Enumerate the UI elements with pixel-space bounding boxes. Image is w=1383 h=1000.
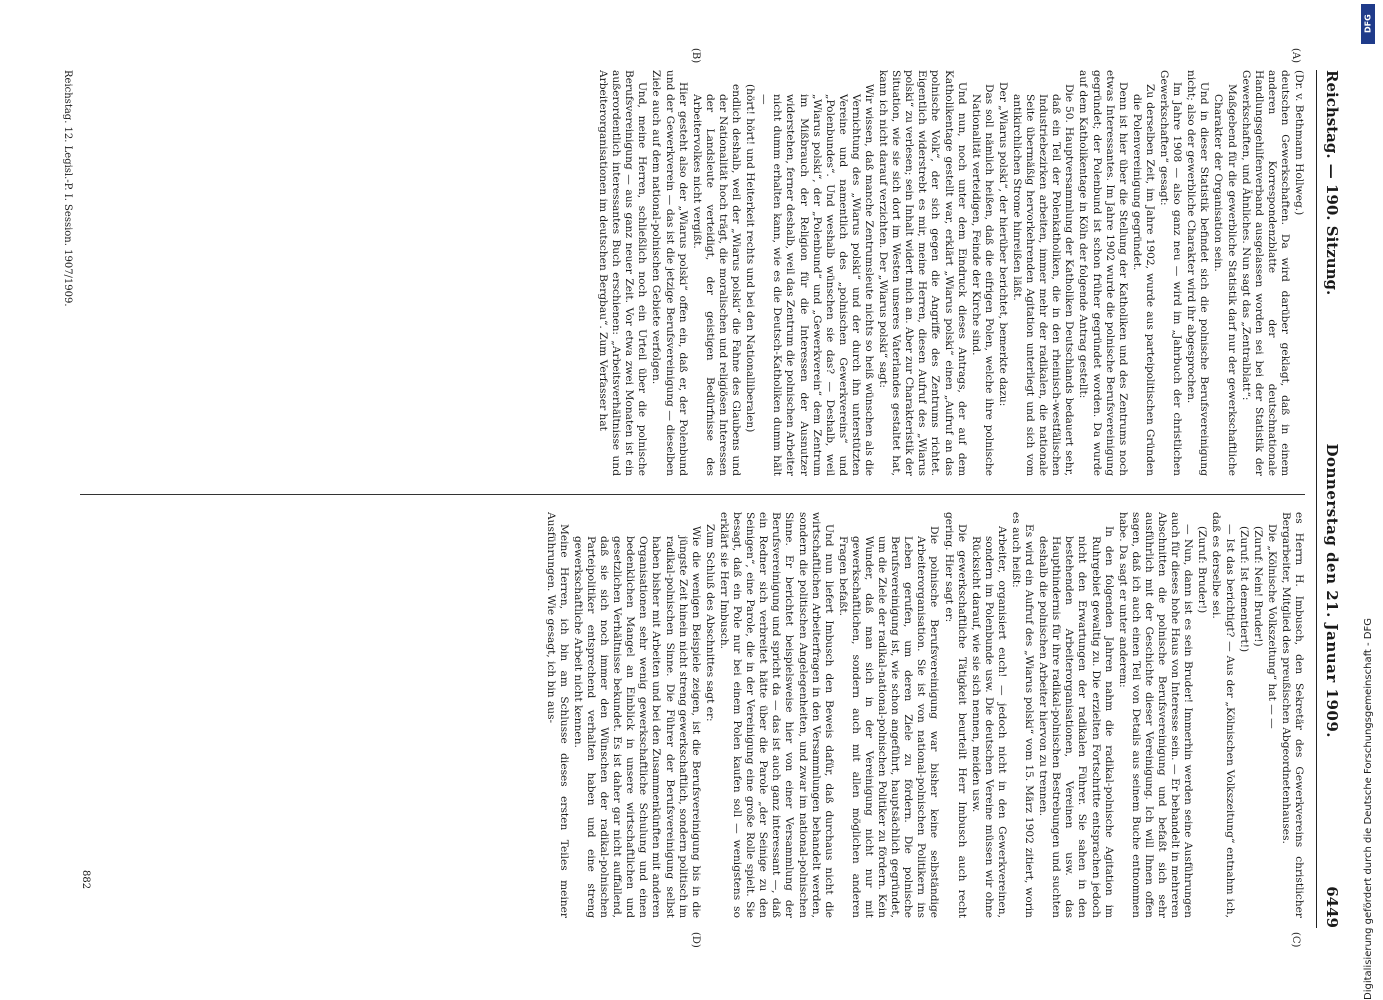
- paragraph: Es wird ein Aufruf des „Wiarus polski“ vom 15. März 1902 zitiert, worin es auch heißt:: [1010, 512, 1036, 918]
- quotation: Das soll nämlich heißen, daß die eifrigen Polen, welche ihre polnische Nationalität verteidigen, Feinde der Kirche sind.: [969, 84, 995, 476]
- dfg-attribution: [1359, 0, 1379, 1000]
- paragraph: Meine Herren, ich bin am Schlusse dieses ersten Teiles meiner Ausführungen. Wie gesagt, ich bin aus-: [544, 512, 570, 918]
- running-head-page-number: 6449: [1323, 886, 1341, 928]
- quotation: In den folgenden Jahren nahm die radikal-polnische Agitation im Ruhrgebiet gewaltig zu. Die erzielten Fortschritte entsprachen jedoch nicht den Erwartungen der radikalen Führer. Sie sahen in den bestehenden Arbeiterorganisationen, Vereinen usw. das Haupthindernis für ihre radikal-polnischen Bestrebungen und suchten deshalb die polnischen Arbeiter hiervon zu trennen.: [1037, 526, 1115, 918]
- quotation: Maßgebend für die gewerbliche Statistik darf nur der gewerkschaftliche Charakter der Organisation sein.: [1212, 84, 1238, 476]
- interjection: (Zuruf: Bruder!): [1196, 526, 1209, 614]
- quotation: Wir wissen, daß manche Zentrumsleute nichts so heiß wünschen als die Vernichtung des „Wiarus polski“ und der durch ihn unterstützten Vereine und namentlich des „polnischen Gewerkvereins“ und „Polenbundes“. Und weshalb wünschen sie das? — Deshalb, weil „Wiarus polski“, der „Polenbund“ und „Gewerkverein“ dem Zentrum im Mißbrauch der Religion für die Interessen der Ausnutzer widerstehen, ferner deshalb, weil das Zentrum die polnischen Arbeiter nicht dumm erhalten kann, wie es die Deutsch-Katholiken dumm hält —: [758, 84, 875, 476]
- right-column: [80, 512, 1305, 918]
- dfg-attribution-text: Digitalisierung gefördert durch die Deutsche Forschungsgemeinschaft - DFG: [1363, 617, 1374, 1000]
- paragraph: Die gewerkschaftliche Tätigkeit beurteilt Herr Imbusch auch recht gering. Hier sagt er:: [942, 512, 968, 918]
- paragraph: Die „Kölnische Volkszeitung“ hat — —: [1265, 524, 1278, 729]
- quotation: Zu derselben Zeit, im Jahre 1902, wurde aus parteipolitischen Gründen die Polenvereinigung gegründet.: [1130, 84, 1156, 476]
- column-divider: [80, 494, 1305, 495]
- speaker-note: (Dr. v. Bethmann Hollweg.): [1293, 70, 1305, 216]
- paragraph: — Ist das berichtigt? — Aus der „Kölnischen Volkszeitung“ entnahm ich, daß es derselbe sei.: [1210, 512, 1236, 918]
- session-footer: Reichstag. 12. Legisl.-P. I. Session. 1907/1909.: [62, 70, 73, 307]
- running-head-left: Reichstag. — 190. Sitzung.: [1323, 70, 1341, 296]
- interjection: (Zuruf: Nein! Bruder!): [1251, 526, 1264, 647]
- quotation: endlich deshalb, weil der „Wiarus polski“ die Fahne des Glaubens und der Nationalität hoch trägt, die moralischen und religiösen Interessen der Landsleute verteidigt, der geistigen Bedürfnisse des Arbeitervolkes nicht vergißt.: [690, 84, 743, 476]
- paragraph: Und nun liefert Imbusch den Beweis dafür, daß durchaus nicht die wirtschaftlichen Arbeiterfragen in den Versammlungen behandelt werden, sondern die politischen Angelegenheiten, und zwar im national-polnischen Sinne. Er berichtet beispielsweise hier von einer Versammlung der Berufsvereinigung und spricht da — das ist auch ganz interessant —, daß ein Redner sich verbreitet hätte über die Parole „der Seinige zu den Seinigen“, eine Parole, die in der Vereinigung eine große Rolle spielt. Sie besagt, daß ein Pole nur bei einem Polen kaufen soll — wenigstens so erklärt sie Herr Imbusch.: [717, 512, 835, 918]
- interjection: (hört! hört! und Heiterkeit rechts und bei den Nationalliberalen): [744, 84, 757, 433]
- document-page: [62, 48, 1341, 948]
- running-head-date: Donnerstag den 21. Januar 1909.: [1323, 443, 1341, 738]
- dfg-logo: DFG: [1361, 4, 1375, 44]
- paragraph: Und nun, noch unter dem Eindruck dieses Antrags, der auf dem Katholikentage gestellt war, erklärt „Wiarus polski“ einen „Aufruf an das polnische Volk“, der sich gegen die Angriffe des Zentrums richtet. Eigentlich widerstrebt es mir, meine Herren, diesen Aufruf des „Wiarus polski“ zu verlesen; sein Inhalt widert mich an. Aber zur Charakteristik der Situation, wie sie sich dort im Westen unseres Vaterlandes gestaltet hat, kann ich nicht darauf verzichten. Der „Wiarus polski“ sagt:: [877, 70, 968, 476]
- paragraph: Und in dieser Statistik befindet sich die polnische Berufsvereinigung nicht; also der gewerbliche Charakter wird ihr abgesprochen.: [1185, 70, 1211, 476]
- quotation: Arbeiter, organisiert euch! — jedoch nicht in den Gewerkvereinen, sondern im Polenbunde usw. Die deutschen Vereine müssen wir ohne Rücksicht darauf, wie sie sich nennen, meiden usw.: [969, 526, 1008, 918]
- margin-letter-c: (C): [1290, 932, 1301, 948]
- quotation: Die 50. Hauptversammlung der Katholiken Deutschlands bedauert sehr, daß ein Teil der Polenkatholiken, die in den rheinisch-westfälischen Industriebezirken arbeiten, immer mehr der radikalen, die nationale Seite übermäßig hervorkehrenden Agitation unterliegt und sich vom antikirchlichen Strome hinreißen läßt.: [1011, 84, 1076, 476]
- margin-letter-b: (B): [690, 48, 701, 64]
- paragraph: Denn ist hier über die Stellung der Katholiken und des Zentrums noch etwas Interessantes. Im Jahre 1902 wurde die polnische Berufsvereinigung gegründet; der Polenbund ist schon früher gegründet worden. Da wurde auf dem Katholikentage in Köln der folgende Antrag gestellt:: [1077, 70, 1129, 476]
- interjection: (Zuruf: Ist dementiert!): [1237, 526, 1250, 653]
- paragraph: — Nun, dann ist es sein Bruder! Immerhin werden seine Ausführungen auch für dieses hohe Haus von Interesse sein. — Er behandelt in mehreren Abschnitten die polnische Berufsvereinigung und befaßt sich sehr ausführlich mit der Geschichte dieser Vereinigung. Ich will Ihnen offen sagen, daß ich auch einen Teil von Details aus seinem Buche entnommen habe. Da sagt er unter anderem:: [1116, 512, 1195, 918]
- quotation: Die polnische Berufsvereinigung war bisher keine selbständige Arbeiterorganisation. Sie ist von national-polnischen Politikern ins Leben gerufen, um deren Ziele zu fördern. Die polnische Berufsvereinigung ist, wie schon angeführt, hauptsächlich gegründet, um die Ziele der radikal-national-polnischen Politiker zu fördern. Kein Wunder, daß man sich in der Vereinigung nicht nur mit gewerkschaftlichen, sondern auch mit allen möglichen anderen Fragen befaßt.: [836, 526, 941, 918]
- margin-letter-d: (D): [690, 932, 701, 948]
- paragraph: es Herrn H. Imbusch, den Sekretär des Gewerkvereins christlicher Bergarbeiter, Mitglied des preußischen Abgeordnetenhauses.: [1279, 512, 1305, 918]
- running-head: [1316, 70, 1341, 928]
- margin-letter-a: (A): [1290, 48, 1301, 64]
- paragraph: deutschen Gewerkschaften. Da wird darüber geklagt, daß in einem anderen Korrespondenzblatte der deutschnationale Handlungsgehilfenverband ausgelassen worden sei bei der Statistik der Gewerkschaften, und Ähnliches. Nun sagt das „Zentralblatt“:: [1239, 70, 1291, 476]
- left-column: [80, 70, 1305, 476]
- paragraph: Und, meine Herren, schließlich noch ein Urteil über die polnische Berufsvereinigung — aus ganz neuer Zeit. Vor etwa zwei Monaten ist ein außerordentlich interessantes Buch erschienen: „Arbeitsverhältnisse und Arbeiterorganisationen im deutschen Bergbau“. Zum Verfasser hat: [597, 70, 649, 476]
- paragraph: Zum Schluß des Abschnittes sagt er:: [703, 524, 716, 722]
- paragraph: Hier gesteht also der „Wiarus polski“ offen ein, daß er, der Polenbund und der Gewerkverein — das ist die jetzige Berufsvereinigung — dieselben Ziele auch auf dem national-polnischen Gebiete verfolgen.: [650, 70, 689, 476]
- signature-number: 882: [80, 870, 91, 890]
- paragraph: Im Jahre 1908 — also ganz neu — wird im „Jahrbuch der christlichen Gewerkschaften“ gesagt:: [1158, 70, 1184, 476]
- paragraph: Der „Wiarus polski“, der hierüber berichtet, bemerkte dazu:: [996, 82, 1009, 407]
- quotation: Wie die wenigen Beispiele zeigen, ist die Berufsvereinigung bis in die jüngste Zeit hinein nicht streng gewerkschaftlich, sondern politisch im radikal-polnischen Sinne. Die Führer der Berufsvereinigung selbst haben bisher mit Arbeiten und bei den Zusammenkünften mit anderen Organisationen sehr wenig gewerkschaftliche Schulung und einen bedenklichen Mangel an Einblick in unsere wirtschaftlichen und gesetzlichen Verhältnisse bekundet. Es ist daher gar nicht auffallend, daß sie sich noch immer den Wünschen der radikal-polnischen Parteipolitiker entsprechend verhalten haben und eine streng gewerkschaftliche Arbeit nicht kennen.: [571, 526, 702, 918]
